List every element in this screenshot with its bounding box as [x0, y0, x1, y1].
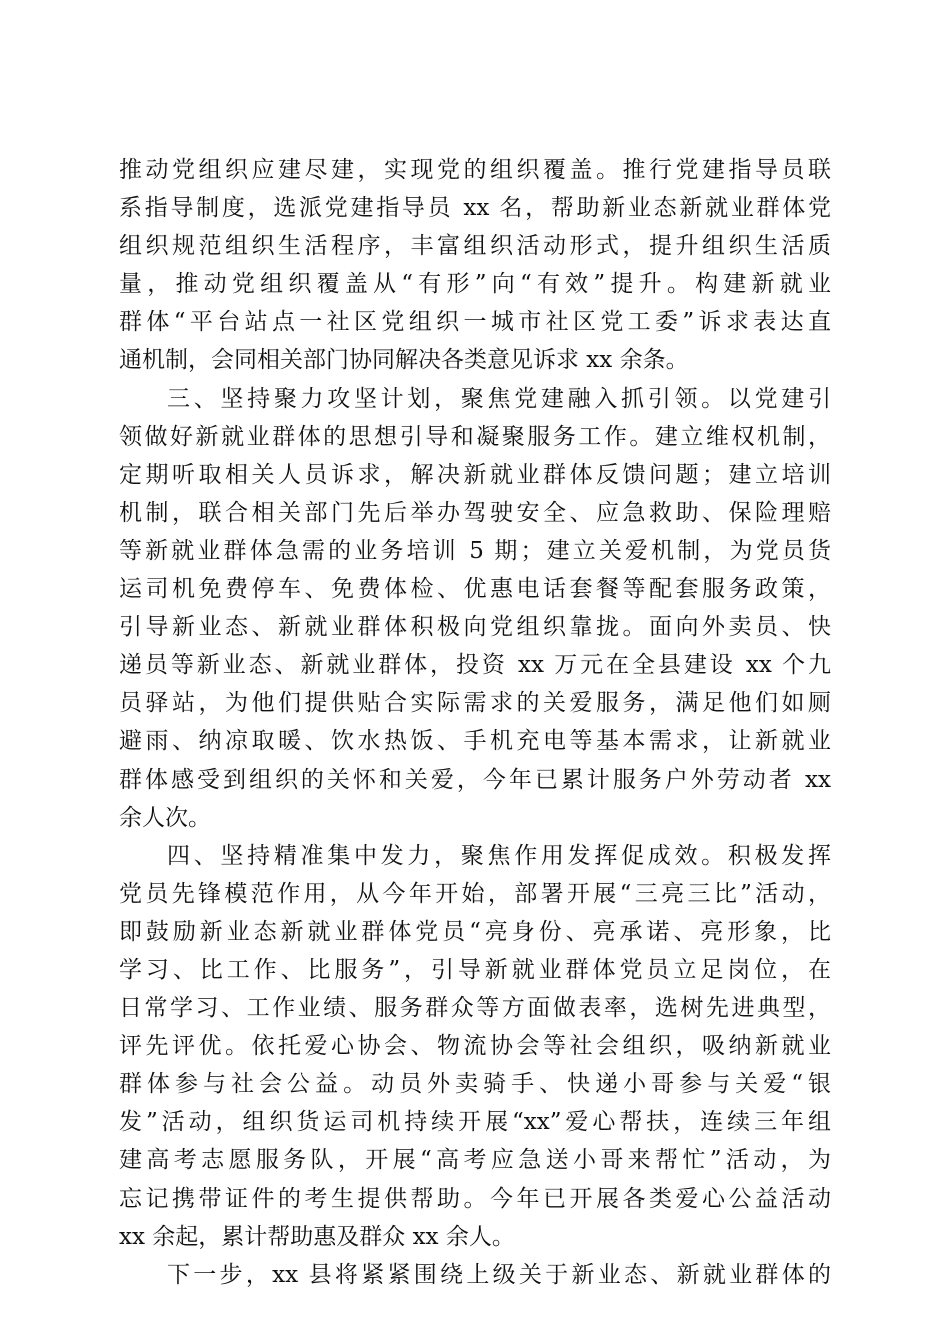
- text-line: 评先评优。依托爱心协会、物流协会等社会组织，吸纳新就业: [119, 1033, 831, 1060]
- text-line: 引导新业态、新就业群体积极向党组织靠拢。面向外卖员、快: [119, 614, 831, 641]
- text-line: 机制，联合相关部门先后举办驾驶安全、应急救助、保险理赔: [119, 499, 831, 526]
- paragraph-last-line: xx 余起，累计帮助惠及群众 xx 余人。: [119, 1223, 515, 1250]
- text-line: 定期听取相关人员诉求，解决新就业群体反馈问题；建立培训: [119, 461, 831, 488]
- paragraph-first-line: 下一步，xx 县将紧紧围绕上级关于新业态、新就业群体的: [167, 1261, 831, 1288]
- text-line: 发”活动，组织货运司机持续开展“xx”爱心帮扶，连续三年组: [119, 1109, 831, 1136]
- text-line: 群体感受到组织的关怀和关爱，今年已累计服务户外劳动者 xx: [119, 766, 831, 793]
- text-line: 党员先锋模范作用，从今年开始，部署开展“三亮三比”活动，: [119, 880, 831, 907]
- text-line: 日常学习、工作业绩、服务群众等方面做表率，选树先进典型，: [119, 995, 831, 1022]
- text-line: 忘记携带证件的考生提供帮助。今年已开展各类爱心公益活动: [119, 1185, 831, 1212]
- paragraph-last-line: 余人次。: [119, 804, 211, 831]
- text-line: 领做好新就业群体的思想引导和凝聚服务工作。建立维权机制，: [119, 423, 831, 450]
- text-line: 群体“平台站点一社区党组织一城市社区党工委”诉求表达直: [119, 309, 831, 336]
- text-line: 推动党组织应建尽建，实现党的组织覆盖。推行党建指导员联: [119, 157, 831, 183]
- text-line: 组织规范组织生活程序，丰富组织活动形式，提升组织生活质: [119, 233, 831, 260]
- paragraph-first-line: 四、坚持精准集中发力，聚焦作用发挥促成效。积极发挥: [167, 842, 831, 869]
- text-line: 系指导制度，选派党建指导员 xx 名，帮助新业态新就业群体党: [119, 195, 831, 222]
- text-line: 运司机免费停车、免费体检、优惠电话套餐等配套服务政策，: [119, 576, 831, 603]
- paragraph-first-line: 三、坚持聚力攻坚计划，聚焦党建融入抓引领。以党建引: [167, 385, 831, 412]
- text-line: 量，推动党组织覆盖从“有形”向“有效”提升。构建新就业: [119, 271, 831, 298]
- text-line: 群体参与社会公益。动员外卖骑手、快递小哥参与关爱“银: [119, 1071, 831, 1098]
- text-line: 递员等新业态、新就业群体，投资 xx 万元在全县建设 xx 个九: [119, 652, 831, 679]
- text-line: 员驿站，为他们提供贴合实际需求的关爱服务，满足他们如厕: [119, 690, 831, 717]
- text-line: 等新就业群体急需的业务培训 5 期；建立关爱机制，为党员货: [119, 537, 831, 564]
- text-line: 学习、比工作、比服务”，引导新就业群体党员立足岗位，在: [119, 956, 831, 983]
- document-body: [119, 151, 831, 1294]
- text-line: 避雨、纳凉取暖、饮水热饭、手机充电等基本需求，让新就业: [119, 728, 831, 755]
- paragraph-last-line: 通机制，会同相关部门协同解决各类意见诉求 xx 余条。: [119, 347, 689, 374]
- text-line: 建高考志愿服务队，开展“高考应急送小哥来帮忙”活动，为: [119, 1147, 831, 1174]
- text-line: 即鼓励新业态新就业群体党员“亮身份、亮承诺、亮形象，比: [119, 918, 831, 945]
